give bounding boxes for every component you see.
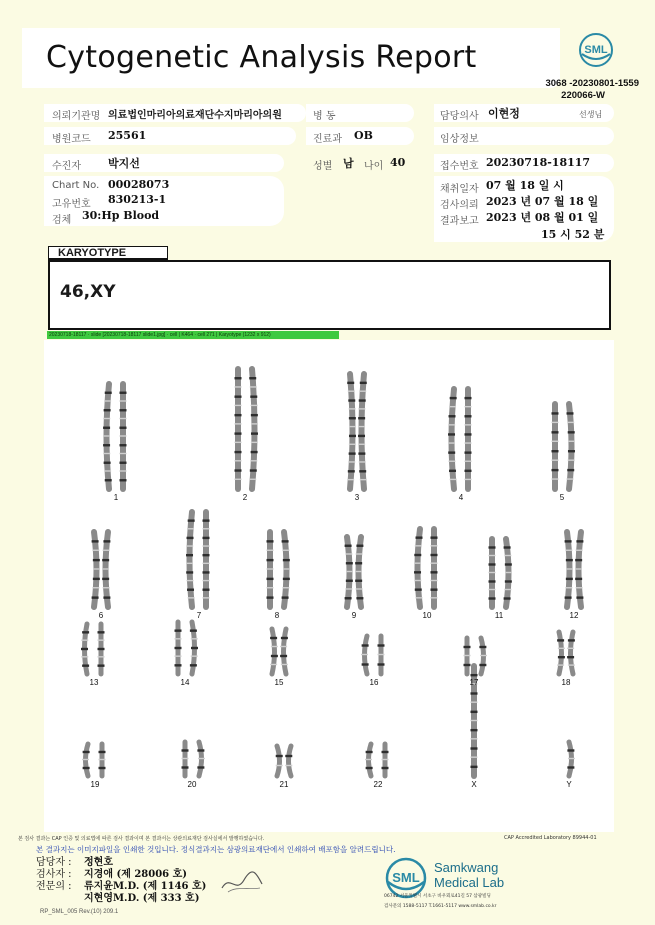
- brand-name: [434, 860, 504, 890]
- chromosome-pair-8: [267, 532, 291, 607]
- collected-label: 채취일자: [440, 184, 479, 195]
- requested-label: 검사의뢰: [440, 200, 479, 211]
- unique-value: 830213-1: [108, 193, 167, 206]
- brand-line-1: Samkwang: [434, 860, 499, 875]
- chromosome-pair-6: [92, 532, 111, 607]
- report-title: Cytogenetic Analysis Report: [46, 40, 477, 75]
- svg-text:SML: SML: [392, 870, 420, 885]
- chart-label: Chart No.: [52, 180, 100, 191]
- collected-value: 07 월 18 일 시: [486, 179, 564, 192]
- chromosome-label-20: 20: [187, 780, 197, 789]
- chromosome-pair-15: [270, 629, 288, 674]
- age-label: 나이: [364, 161, 384, 172]
- chromosome-pair-16: [361, 636, 385, 674]
- chromosome-label-17: 17: [469, 678, 479, 687]
- chromosome-label-Y: Y: [566, 780, 572, 789]
- revision-code: RP_SML_005 Rev.(10) 209.1: [40, 909, 119, 915]
- chromosome-label-8: 8: [274, 611, 280, 620]
- chromosome-pair-13: [81, 624, 105, 674]
- chromosome-pair-4: [448, 389, 471, 489]
- chromosome-label-3: 3: [354, 493, 360, 502]
- chromosome-label-19: 19: [90, 780, 100, 789]
- chromosome-pair-19: [82, 744, 106, 776]
- staff-name: 지현영M.D. (제 333 호): [84, 893, 200, 904]
- cap-accreditation: CAP Accredited Laboratory 89944-01: [504, 835, 597, 841]
- chromosome-label-X: X: [471, 780, 477, 789]
- chromosome-label-10: 10: [422, 611, 432, 620]
- cap-note: 본 검사 결과는 CAP 인증 및 의료법에 따른 검사 결과이며 본 결과서는 상관의료재단 검사실에서 발행하였습니다.: [18, 836, 265, 842]
- karyotype-label: KARYOTYPE: [48, 246, 168, 260]
- document-subnumber: 220066-W: [561, 90, 605, 101]
- chromosome-pair-2: [235, 369, 258, 489]
- chromosome-label-14: 14: [180, 678, 190, 687]
- chromosome-label-1: 1: [113, 493, 119, 502]
- patient-label: 수진자: [52, 161, 81, 172]
- staff-name: 류지윤M.D. (제 1146 호): [84, 881, 207, 892]
- sex-label: 성별: [313, 161, 333, 172]
- karyotype-box: [48, 260, 611, 330]
- chromosome-label-7: 7: [196, 611, 202, 620]
- chromosome-pair-18: [557, 632, 575, 674]
- age-value: 40: [390, 156, 406, 169]
- chromosome-pair-Y: [567, 742, 575, 776]
- staff-name: 정현호: [84, 857, 113, 868]
- signature-stamp: [218, 866, 266, 896]
- chromosome-pair-21: [276, 746, 293, 776]
- chromosome-pair-12: [565, 532, 584, 607]
- institution-value: 의료법인마리아의료재단수지마리아의원: [108, 110, 282, 121]
- receipt-label: 접수번호: [440, 161, 479, 172]
- chromosome-label-5: 5: [559, 493, 565, 502]
- reported-value: 2023 년 08 월 01 일: [486, 211, 599, 224]
- specimen-label: 검체: [52, 215, 72, 226]
- chromosome-pair-14: [175, 622, 199, 674]
- chromosome-label-11: 11: [494, 611, 504, 620]
- reported-time: 15 시 52 분: [541, 228, 605, 241]
- chromosome-pair-5: [552, 404, 575, 489]
- address-line-2: 검사문의 1588-5117 T.1661-5117 www.smlab.co.kr: [384, 904, 497, 909]
- doctor-label: 담당의사: [440, 111, 479, 122]
- institution-label: 의뢰기관명: [52, 111, 101, 122]
- karyotype-value: 46,XY: [60, 282, 116, 302]
- doctor-value: 이현정: [488, 107, 520, 120]
- chromosome-label-21: 21: [279, 780, 289, 789]
- sex-value: 남: [343, 157, 354, 170]
- ward-label: 병 동: [313, 111, 336, 122]
- staff-role: 담당자 :: [36, 857, 72, 868]
- chromosome-pair-22: [365, 744, 389, 776]
- brand-line-2: Medical Lab: [434, 875, 505, 890]
- chromosome-label-12: 12: [569, 611, 579, 620]
- staff-row-4: [36, 889, 199, 904]
- chart-value: 00028073: [108, 178, 170, 191]
- receipt-value: 20230718-18117: [486, 156, 591, 169]
- chromosome-label-22: 22: [373, 780, 383, 789]
- staff-role: 검사자 :: [36, 869, 72, 880]
- chromosome-pair-1: [103, 384, 127, 489]
- dept-label: 진료과: [313, 134, 342, 145]
- print-notice: 본 결과지는 이미지파일을 인쇄한 것입니다. 정식결과지는 삼광의료재단에서 인쇄하여 배포함을 알려드립니다.: [36, 845, 396, 854]
- image-caption: 20230718-18117 · slide [20230718-18117 slide1.jpg] · cell | K464 · cell 271 | Karyotype (1232 x 912): [47, 331, 339, 339]
- hospital-code-label: 병원코드: [52, 134, 91, 145]
- chromosome-pair-3: [347, 374, 367, 489]
- doctor-suffix: 선생님: [579, 110, 603, 119]
- patient-value: 박지선: [108, 157, 140, 170]
- svg-text:SML: SML: [584, 44, 608, 56]
- karyogram-chromosomes: [44, 340, 614, 832]
- chromosome-label-13: 13: [89, 678, 99, 687]
- chromosome-label-6: 6: [98, 611, 104, 620]
- chromosome-label-16: 16: [369, 678, 379, 687]
- chromosome-pair-9: [345, 537, 364, 607]
- clinical-label: 임상정보: [440, 134, 479, 145]
- reported-label: 결과보고: [440, 216, 479, 227]
- chromosome-pair-20: [182, 742, 206, 776]
- unique-label: 고유번호: [52, 199, 91, 210]
- address-line-1: 06742 서울특별시 서초구 바우뫼로41길 57 삼광빌딩: [384, 894, 491, 899]
- chromosome-label-18: 18: [561, 678, 571, 687]
- hospital-code-value: 25561: [108, 129, 147, 142]
- sml-logo: [578, 32, 614, 68]
- chromosome-pair-7: [186, 512, 209, 607]
- staff-role: 전문의 :: [36, 881, 72, 892]
- chromosome-pair-11: [489, 539, 513, 607]
- document-number: 3068 -20230801-1559: [545, 78, 639, 89]
- chromosome-label-2: 2: [242, 493, 248, 502]
- chromosome-label-4: 4: [458, 493, 464, 502]
- specimen-value: 30:Hp Blood: [82, 209, 160, 222]
- chromosome-label-9: 9: [351, 611, 357, 620]
- karyogram-image: [44, 340, 614, 832]
- chromosome-pair-10: [414, 529, 437, 607]
- chromosome-label-15: 15: [274, 678, 284, 687]
- requested-value: 2023 년 07 월 18 일: [486, 195, 599, 208]
- staff-name: 지경애 (제 28006 호): [84, 869, 187, 880]
- dept-value: OB: [354, 129, 373, 142]
